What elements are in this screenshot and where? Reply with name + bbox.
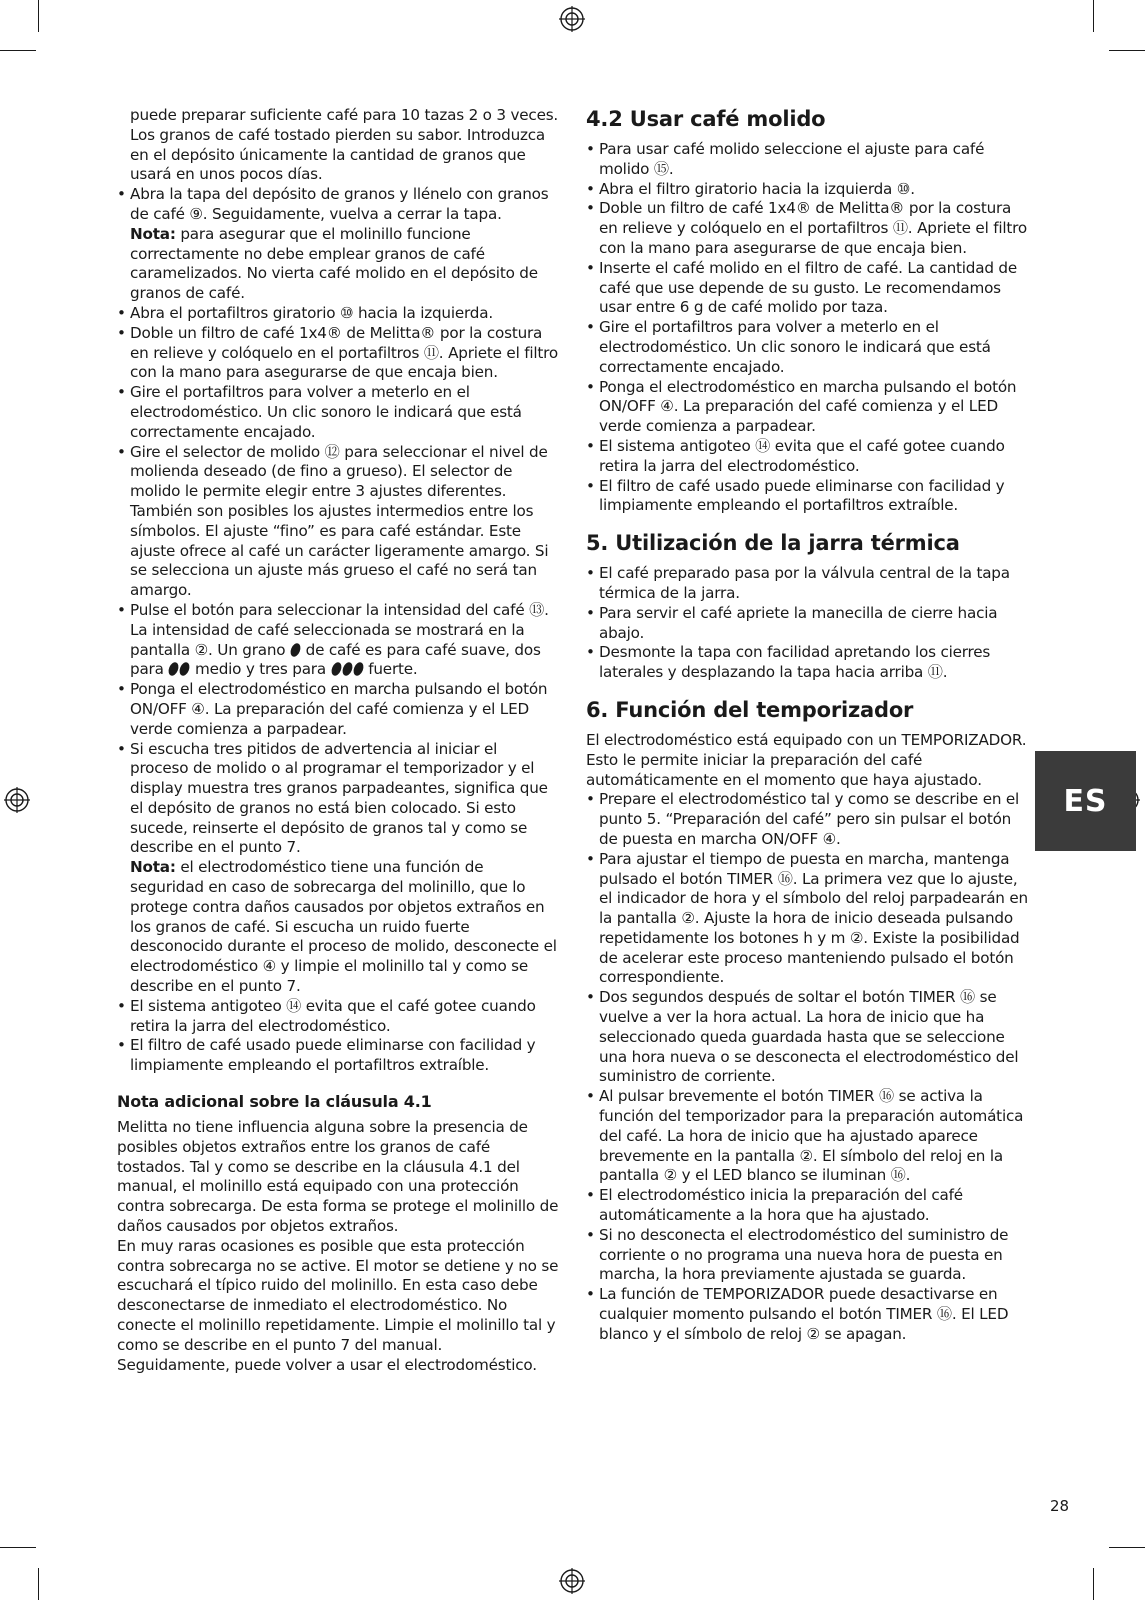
section-5-list: [586, 564, 1030, 683]
note-label: Nota:: [130, 224, 176, 243]
bullet-item: • El sistema antigoteo ⑭ evita que el café gotee cuando retira la jarra del electrodoméstico.: [117, 997, 559, 1037]
note-paragraph: [117, 225, 559, 304]
crop-mark: [38, 0, 39, 32]
bullet-item: • Gire el selector de molido ⑫ para seleccionar el nivel de molienda deseado (de fino a grueso). El selector de molido le permite elegir entre 3 ajustes diferentes. También son posibles los ajustes intermedios entre los símbolos. El ajuste “fino” es para café estándar. Este ajuste ofrece al café un carácter ligeramente amargo. Si se selecciona un ajuste más grueso el café no será tan amargo.: [117, 443, 559, 601]
list-item: • El electrodoméstico inicia la preparación del café automáticamente a la hora que ha ajustado.: [586, 1186, 1030, 1226]
crop-mark: [0, 50, 36, 51]
list-item: • Dos segundos después de soltar el botón TIMER ⑯ se vuelve a ver la hora actual. La hora de inicio que ha seleccionado queda guardada hasta que se seleccione una hora nueva o se desconecta el electrodoméstico del suministro de corriente.: [586, 988, 1030, 1087]
note-text: para asegurar que el molinillo funcione correctamente no debe emplear granos de café caramelizados. No vierta café molido en el depósito de granos de café.: [130, 224, 538, 303]
bullet-item: • Si escucha tres pitidos de advertencia al iniciar el proceso de molido o al programar el temporizador y el display muestra tres granos parpadeantes, significa que el depósito de granos no está bien colocado. Si esto sucede, reinserte el depósito de granos tal y como se describe en el punto 7.: [117, 740, 559, 859]
registration-mark-icon: [559, 1568, 585, 1594]
intensity-text-2: de café es para café suave, dos para: [130, 640, 541, 679]
list-item: • Para usar café molido seleccione el ajuste para café molido ⑮.: [586, 140, 1030, 180]
crop-mark: [1109, 1547, 1145, 1548]
intensity-text-1: Pulse el botón para seleccionar la intensidad del café ⑬. La intensidad de café seleccionada se mostrará en la pantalla ②. Un grano: [130, 600, 549, 659]
note-heading: Nota adicional sobre la cláusula 4.1: [117, 1092, 432, 1112]
list-item: • Inserte el café molido en el filtro de café. La cantidad de café que use depende de su gusto. Le recomendamos usar entre 6 g de café molido por taza.: [586, 259, 1030, 318]
list-item: • La función de TEMPORIZADOR puede desactivarse en cualquier momento pulsando el botón TIMER ⑯. El LED blanco y el símbolo de reloj ② se apagan.: [586, 1285, 1030, 1344]
bullet-item: • El filtro de café usado puede eliminarse con facilidad y limpiamente empleando el portafiltros extraíble.: [117, 1036, 559, 1076]
note-label: Nota:: [130, 858, 176, 877]
bullet-item: • Abra el portafiltros giratorio ⑩ hacia la izquierda.: [117, 304, 559, 324]
list-item: • Al pulsar brevemente el botón TIMER ⑯ se activa la función del temporizador para la preparación automática del café. La hora de inicio que ha ajustado aparece brevemente en la pantalla ②. El símbolo del reloj en la pantalla ② y el LED blanco se iluminan ⑯.: [586, 1087, 1030, 1186]
crop-mark: [1109, 50, 1145, 51]
list-item: • Doble un filtro de café 1x4® de Melitta® por la costura en relieve y colóquelo en el portafiltros ⑪. Apriete el filtro con la mano para asegurarse de que encaja bien.: [586, 199, 1030, 258]
bullet-item: • Doble un filtro de café 1x4® de Melitta® por la costura en relieve y colóquelo en el portafiltros ⑪. Apriete el filtro con la mano para asegurarse de que encaja bien.: [117, 324, 559, 383]
right-column: [586, 106, 1030, 1345]
list-item: • Abra el filtro giratorio hacia la izquierda ⑩.: [586, 180, 1030, 200]
list-item: • El café preparado pasa por la válvula central de la tapa térmica de la jarra.: [586, 564, 1030, 604]
bullet-item: • Ponga el electrodoméstico en marcha pulsando el botón ON/OFF ④. La preparación del café comienza y el LED verde comienza a parpadear.: [117, 680, 559, 739]
list-item: • Para servir el café apriete la manecilla de cierre hacia abajo.: [586, 604, 1030, 644]
crop-mark: [1093, 0, 1094, 32]
note-body-paragraph: En muy raras ocasiones es posible que esta protección contra sobrecarga no se active. El motor se detiene y no se escuchará el típico ruido del molinillo. En esta caso debe desconectarse de inmediato el electrodoméstico. No conecte el molinillo repetidamente. Limpie el molinillo tal y como se describe en el punto 7 del manual. Seguidamente, puede volver a usar el electrodoméstico.: [117, 1236, 559, 1374]
section-6-list: [586, 790, 1030, 1344]
note-body-paragraph: Melitta no tiene influencia alguna sobre la presencia de posibles objetos extraños entre los granos de café tostados. Tal y como se describe en la cláusula 4.1 del manual, el molinillo está equipado con una protección contra sobrecarga. De esta forma se protege el molinillo de daños causados por objetos extraños.: [117, 1118, 559, 1236]
page-number: 28: [1050, 1497, 1070, 1515]
list-item: • Para ajustar el tiempo de puesta en marcha, mantenga pulsado el botón TIMER ⑯. La primera vez que lo ajuste, el indicador de hora y el símbolo del reloj parpadearán en la pantalla ②. Ajuste la hora de inicio deseada pulsando repetidamente los botones h y m ②. Existe la posibilidad de acelerar este proceso manteniendo pulsado el botón correspondiente.: [586, 850, 1030, 989]
registration-mark-icon: [4, 787, 30, 813]
section-title-6: 6. Función del temporizador: [586, 697, 914, 722]
list-item: • Prepare el electrodoméstico tal y como se describe en el punto 5. “Preparación del café” pero sin pulsar el botón de puesta en marcha ON/OFF ④.: [586, 790, 1030, 849]
language-tab: ES: [1035, 751, 1136, 851]
list-item: • El filtro de café usado puede eliminarse con facilidad y limpiamente empleando el portafiltros extraíble.: [586, 477, 1030, 517]
crop-mark: [38, 1568, 39, 1600]
note-paragraph: [117, 858, 559, 997]
list-item: • El sistema antigoteo ⑭ evita que el café gotee cuando retira la jarra del electrodoméstico.: [586, 437, 1030, 477]
section-title-5: 5. Utilización de la jarra térmica: [586, 531, 960, 556]
bullet-item: • Abra la tapa del depósito de granos y llénelo con granos de café ⑨. Seguidamente, vuelva a cerrar la tapa.: [117, 185, 559, 225]
list-item: • Desmonte la tapa con facilidad apretando los cierres laterales y desplazando la tapa hacia arriba ⑪.: [586, 643, 1030, 683]
section-title-4-2: 4.2 Usar café molido: [586, 107, 826, 131]
crop-mark: [1093, 1568, 1094, 1600]
coffee-bean-icon: [340, 661, 354, 677]
left-column: [117, 106, 559, 1375]
section-6-intro: El electrodoméstico está equipado con un TEMPORIZADOR. Esto le permite iniciar la preparación del café automáticamente en el momento que haya ajustado.: [586, 730, 1027, 789]
bullet-item-intensity: [117, 601, 559, 680]
note-text: el electrodoméstico tiene una función de seguridad en caso de sobrecarga del molinillo, que lo protege contra daños causados por objetos extraños en los granos de café. Si escucha un ruido fuerte desconocido durante el proceso de molido, desconecte el electrodoméstico ④ y limpie el molinillo tal y como se describe en el punto 7.: [130, 858, 557, 996]
list-item: • Si no desconecta el electrodoméstico del suministro de corriente o no programa una nueva hora de puesta en marcha, la hora previamente ajustada se guarda.: [586, 1226, 1030, 1285]
paragraph: puede preparar suficiente café para 10 tazas 2 o 3 veces. Los granos de café tostado pierden su sabor. Introduzca en el depósito únicamente la cantidad de granos que usará en unos pocos días.: [130, 106, 559, 184]
bullet-item: • Gire el portafiltros para volver a meterlo en el electrodoméstico. Un clic sonoro le indicará que está correctamente encajado.: [117, 383, 559, 442]
registration-mark-icon: [559, 6, 585, 32]
list-item: • Ponga el electrodoméstico en marcha pulsando el botón ON/OFF ④. La preparación del café comienza y el LED verde comienza a parpadear.: [586, 378, 1030, 437]
intensity-text-4: fuerte.: [363, 660, 418, 679]
list-item: • Gire el portafiltros para volver a meterlo en el electrodoméstico. Un clic sonoro le indicará que está correctamente encajado.: [586, 318, 1030, 377]
crop-mark: [0, 1547, 36, 1548]
section-4-2-list: [586, 140, 1030, 516]
intensity-text-3: medio y tres para: [190, 660, 326, 679]
coffee-bean-icon: [329, 661, 343, 677]
